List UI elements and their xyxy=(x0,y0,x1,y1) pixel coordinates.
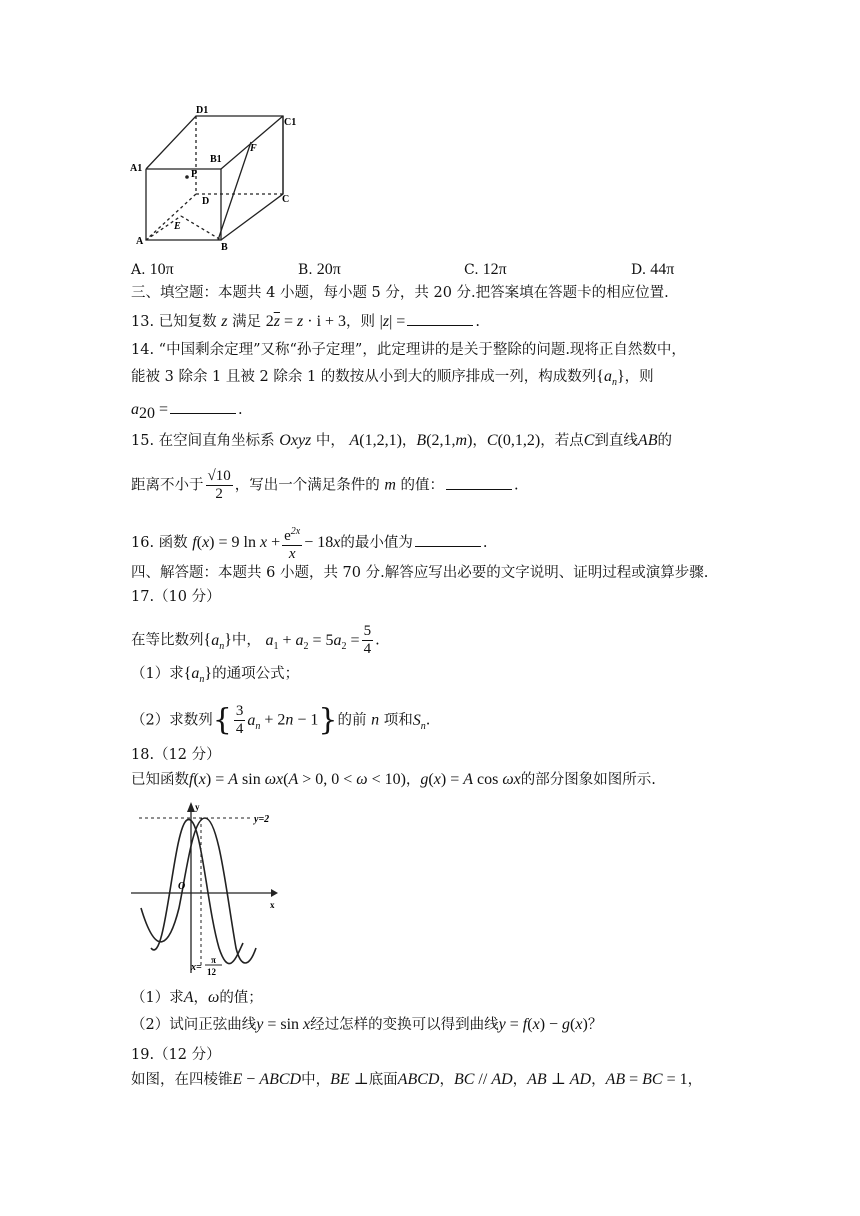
label-d1: D1 xyxy=(196,105,209,116)
label-b1: B1 xyxy=(210,154,222,165)
graph-origin-label: O xyxy=(178,881,186,892)
question-19-head: 19.（12 分） xyxy=(131,1047,221,1063)
graph-x-mark-lhs: x= xyxy=(191,962,202,973)
question-15-line1: 15. 在空间直角坐标系 Oxyz 中， A(1,2,1)，B(2,1,m)，C(0,1,2)，若点C到直线AB的 xyxy=(131,432,672,449)
question-13: 13. 已知复数 z 满足 $2\overline{z} = z \cdot i + 3$，则 |z| = . xyxy=(131,313,480,330)
question-18-stem: 已知函数f(x) = A sin ωx(A > 0, 0 < ω < 10)，g(x) = A cos ωx的部分图象如图所示. xyxy=(131,771,656,788)
question-18-part1: （1）求A，ω的值； xyxy=(131,989,263,1006)
label-a: A xyxy=(136,236,144,247)
graph-x-axis-label: x xyxy=(270,900,275,910)
question-17-stem: 在等比数列$\{a_n\}$中， $a_1 + a_2 = 5a_2$ = $\frac{5}{4}$ . xyxy=(131,623,380,657)
cube-figure xyxy=(126,104,306,252)
question-14-line1: 14. “中国剩余定理”又称“孙子定理”，此定理讲的是关于整除的问题.现将正自然数中， xyxy=(131,342,686,358)
section-4-heading: 四、解答题：本题共 6 小题，共 70 分.解答应写出必要的文字说明、证明过程或演算步骤. xyxy=(131,565,709,581)
graph-y-axis-label: y xyxy=(195,802,200,812)
label-p: P xyxy=(191,169,198,180)
label-a1: A1 xyxy=(130,163,143,174)
option-d: D. 44π xyxy=(631,261,675,278)
question-15-line2: 距离不小于 $\frac{√10}{2}$ ，写出一个满足条件的 m 的值： . xyxy=(131,468,519,502)
label-c: C xyxy=(282,194,290,205)
option-c: C. 12π xyxy=(464,261,507,278)
trig-graph xyxy=(131,798,281,978)
label-e: E xyxy=(174,221,181,232)
question-14-line2: 能被 3 除余 1 且被 2 除余 1 的数按从小到大的顺序排成一列，构成数列$\{a_n\}$，则 xyxy=(131,368,654,389)
question-19-stem: 如图，在四棱锥E − ABCD中，BE ⊥底面ABCD，BC // AD，AB ⊥ AD，AB = BC = 1， xyxy=(131,1071,703,1088)
label-b: B xyxy=(221,242,228,252)
graph-x-mark-num: π xyxy=(211,955,216,965)
section-3-heading: 三、填空题：本题共 4 小题，每小题 5 分，共 20 分.把答案填在答题卡的相应位置. xyxy=(131,285,669,301)
label-d: D xyxy=(202,196,210,207)
graph-x-mark-den: 12 xyxy=(207,967,216,977)
option-b: B. 20π xyxy=(298,261,341,278)
question-18-head: 18.（12 分） xyxy=(131,747,221,763)
question-14-line3: $a_{20}$ = . xyxy=(131,401,243,422)
question-16: 16. 函数 f(x) = 9 ln x + $\frac{e^{2x}}{x}$ − 18x的最小值为 . xyxy=(131,523,487,563)
graph-y2-label: y=2 xyxy=(254,814,270,825)
question-18-part2: （2）试问正弦曲线y = sin x经过怎样的变换可以得到曲线y = f(x) − g(x)？ xyxy=(131,1016,603,1033)
question-17-head: 17.（10 分） xyxy=(131,589,221,605)
label-f: F xyxy=(250,143,257,154)
label-c1: C1 xyxy=(284,117,297,128)
question-17-part2: （2）求数列{ $\frac{3}{4}$ $a_n + 2n - 1$}的前 n 项和$S_n$. xyxy=(131,702,431,738)
question-17-part1: （1）求$\{a_n\}$的通项公式； xyxy=(131,665,300,686)
option-a: A. 10π xyxy=(131,261,174,278)
